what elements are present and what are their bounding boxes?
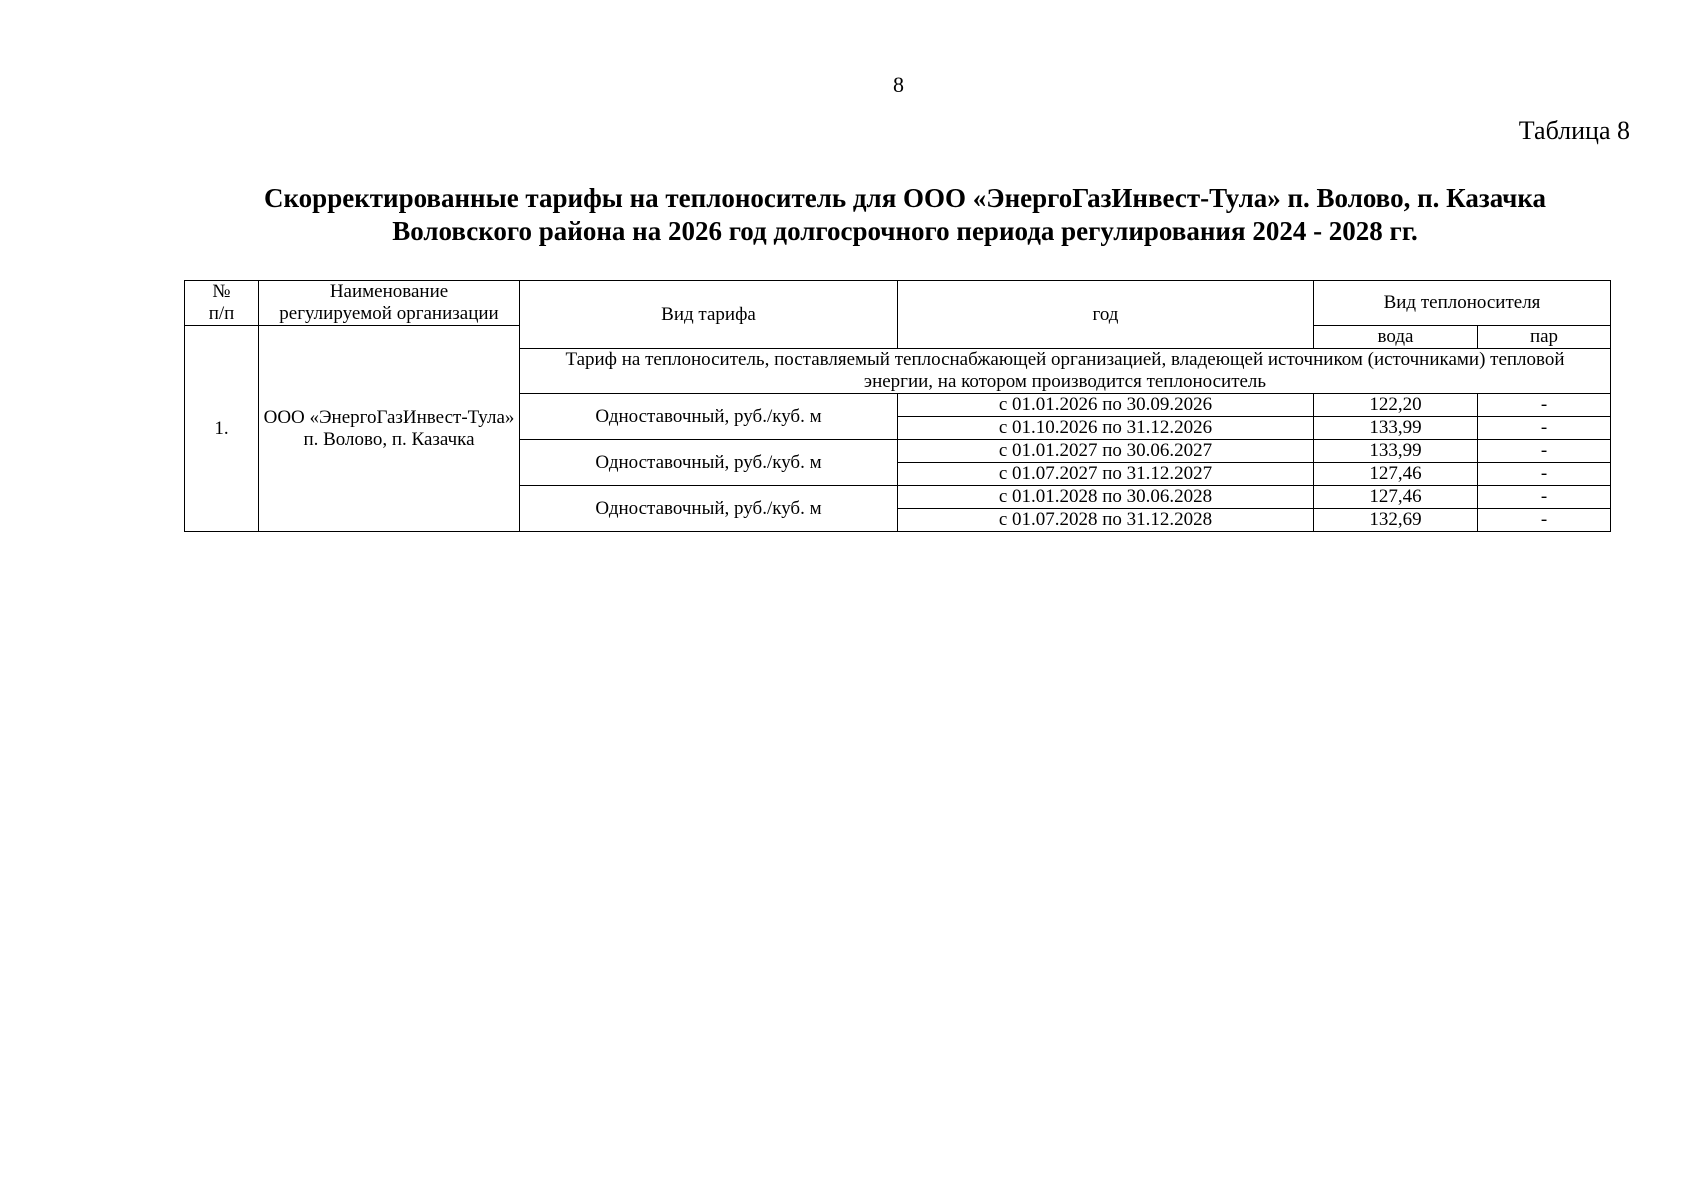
period-cell: с 01.07.2027 по 31.12.2027 [898,463,1314,486]
steam-value-cell: - [1478,463,1611,486]
header-year: год [898,281,1314,349]
water-value-cell: 133,99 [1314,440,1478,463]
organization-cell: ООО «ЭнергоГазИнвест-Тула» п. Волово, п. Казачка [259,326,520,532]
header-water: вода [1314,326,1478,349]
page-number: 8 [893,72,904,97]
period-cell: с 01.01.2028 по 30.06.2028 [898,486,1314,509]
tariff-type-cell: Одноставочный, руб./куб. м [520,440,898,486]
header-tariff-type: Вид тарифа [520,281,898,349]
header-organization: Наименование регулируемой организации [259,281,520,326]
title-line-2: Воловского района на 2026 год долгосрочного периода регулирования 2024 - 2028 гг. [392,216,1418,246]
header-row-1 [185,281,1611,326]
period-cell: с 01.01.2026 по 30.09.2026 [898,394,1314,417]
section-description: Тариф на теплоноситель, поставляемый теплоснабжающей организацией, владеющей источником (источниками) тепловой энергии, на котором производится теплоноситель [520,349,1611,394]
tariff-table [184,280,1611,532]
row-number-cell: 1. [185,326,259,532]
header-carrier-type: Вид теплоносителя [1314,281,1611,326]
water-value-cell: 133,99 [1314,417,1478,440]
steam-value-cell: - [1478,417,1611,440]
steam-value-cell: - [1478,486,1611,509]
steam-value-cell: - [1478,394,1611,417]
water-value-cell: 132,69 [1314,509,1478,532]
title-line-1: Скорректированные тарифы на теплоноситель для ООО «ЭнергоГазИнвест-Тула» п. Волово, п. Казачка [263,183,1546,213]
header-number: № п/п [185,281,259,326]
water-value-cell: 127,46 [1314,463,1478,486]
tariff-type-cell: Одноставочный, руб./куб. м [520,394,898,440]
period-cell: с 01.01.2027 по 30.06.2027 [898,440,1314,463]
table-label: Таблица 8 [1518,116,1630,145]
header-steam: пар [1478,326,1611,349]
tariff-type-cell: Одноставочный, руб./куб. м [520,486,898,532]
period-cell: с 01.10.2026 по 31.12.2026 [898,417,1314,440]
steam-value-cell: - [1478,509,1611,532]
period-cell: с 01.07.2028 по 31.12.2028 [898,509,1314,532]
water-value-cell: 127,46 [1314,486,1478,509]
steam-value-cell: - [1478,440,1611,463]
document-title [180,182,1630,248]
water-value-cell: 122,20 [1314,394,1478,417]
